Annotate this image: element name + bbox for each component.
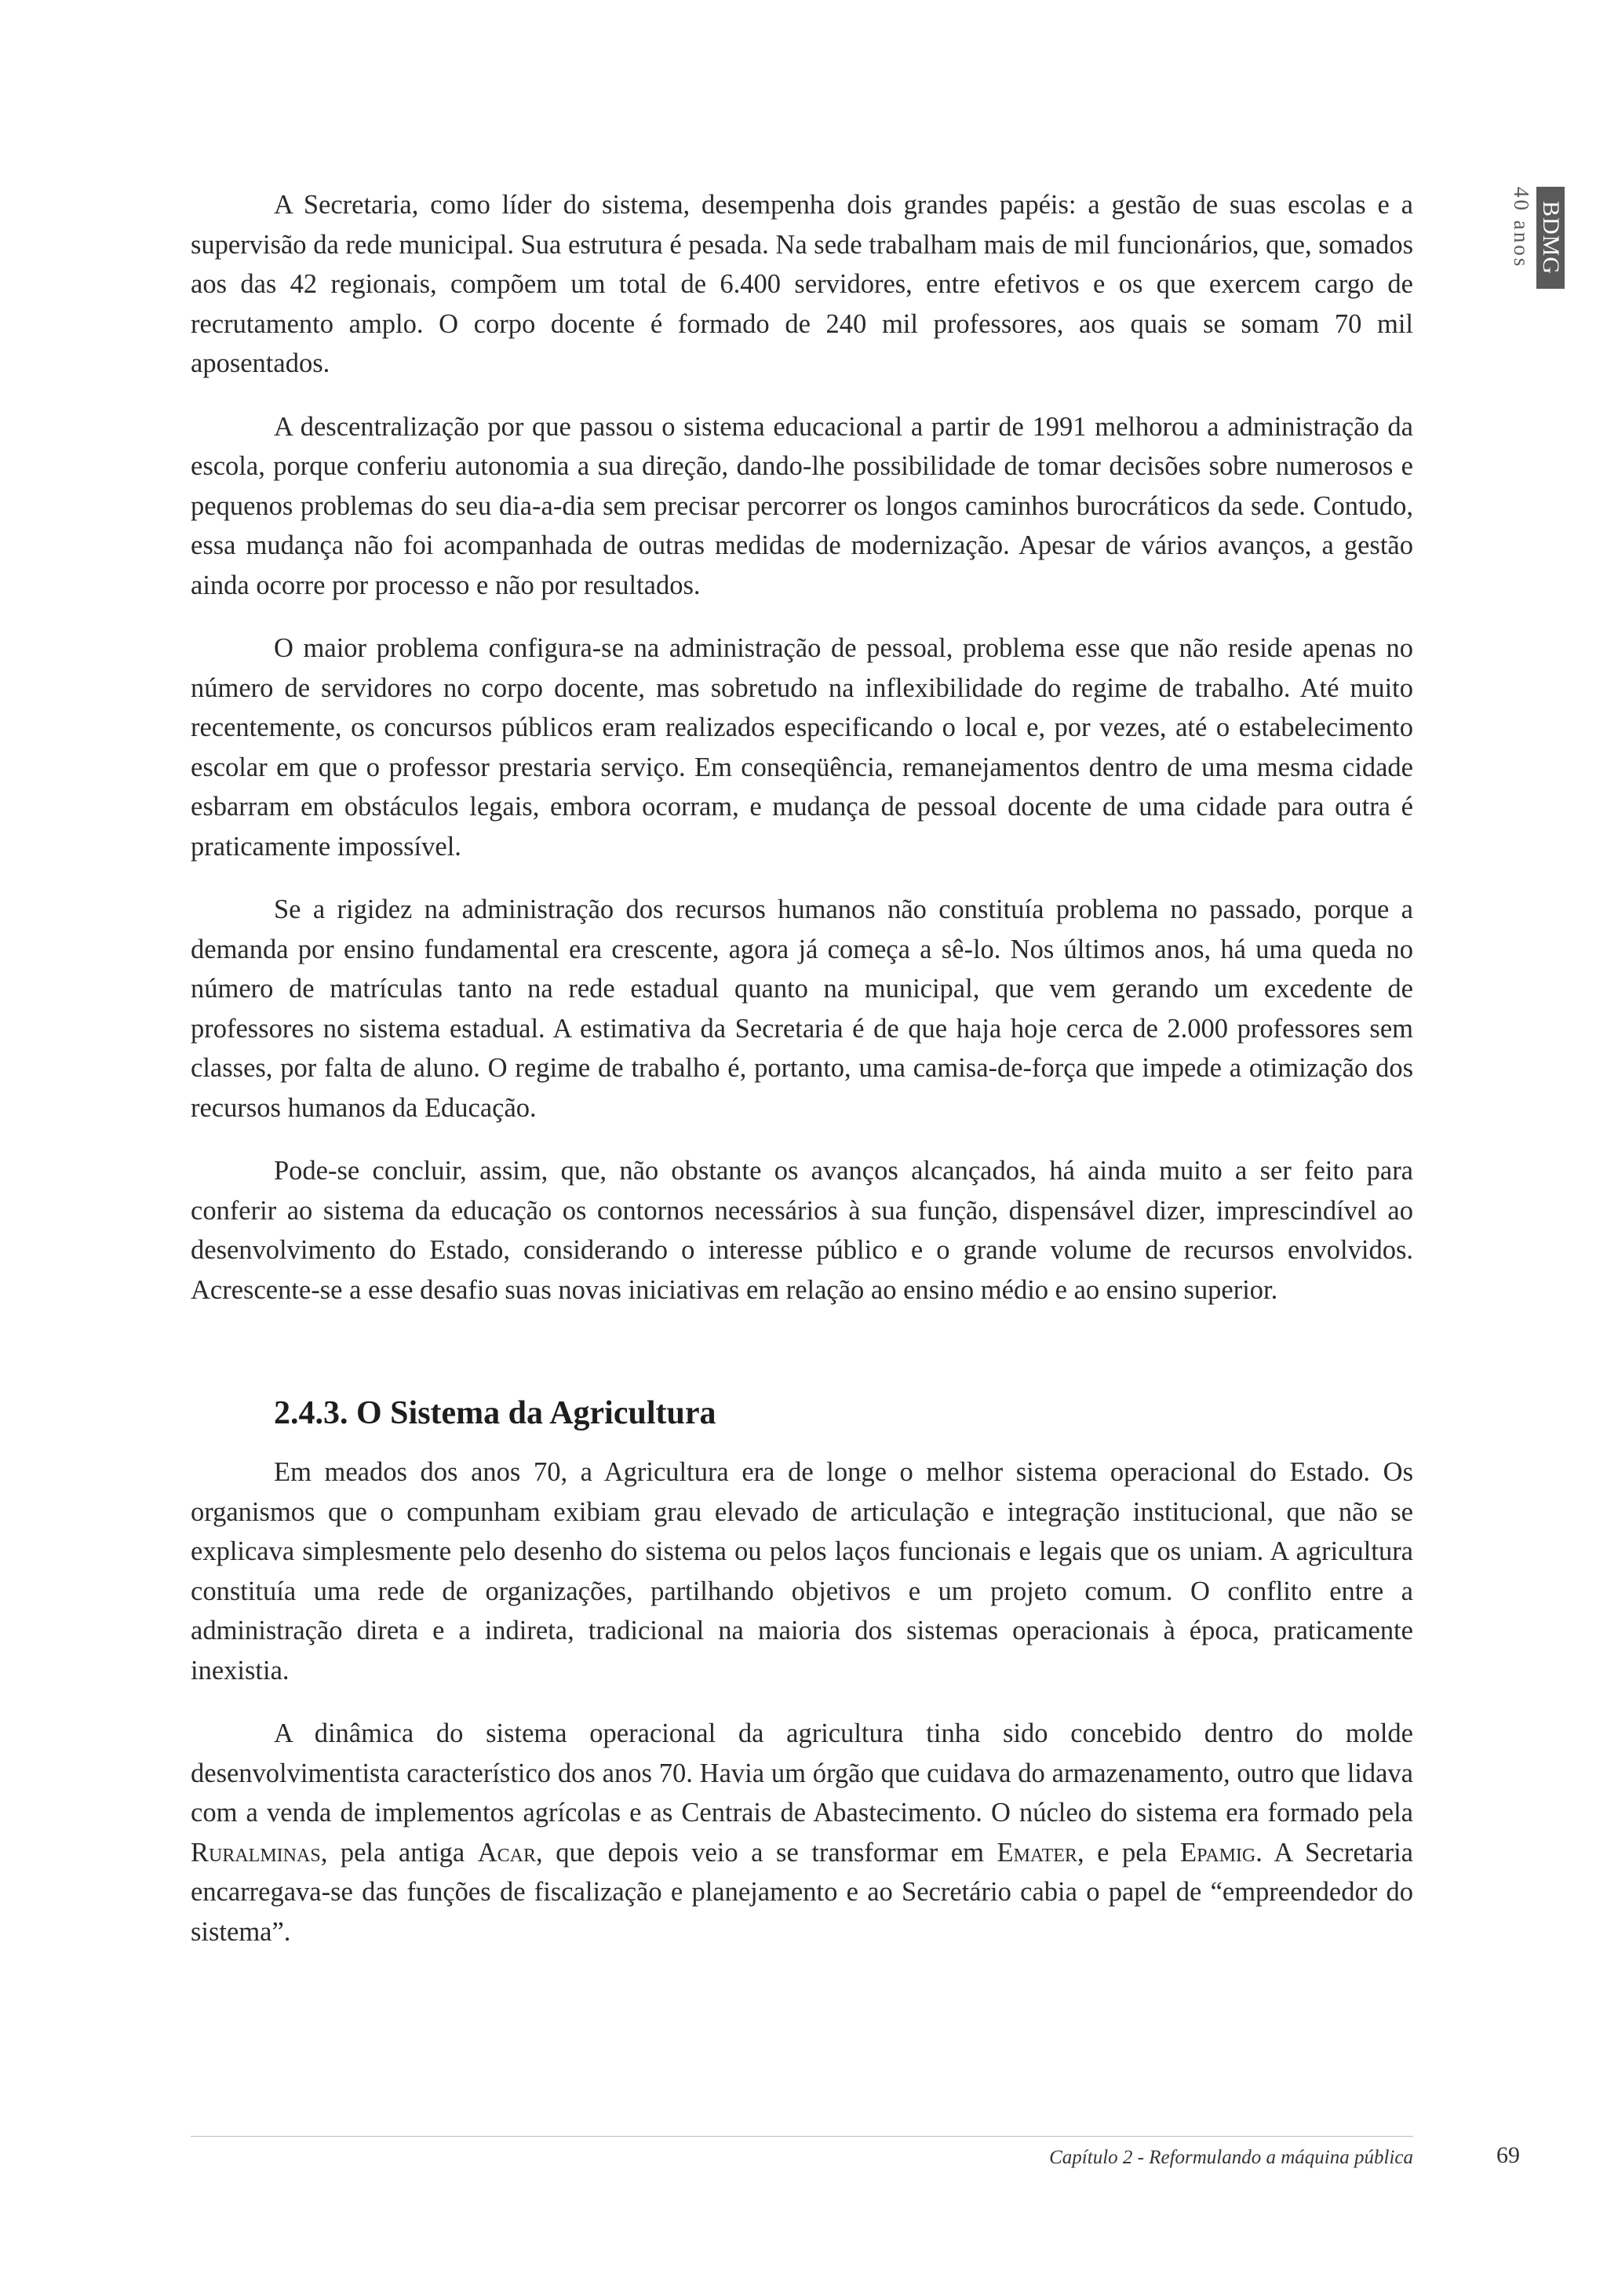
org-name-ruralminas: Ruralminas <box>191 1837 321 1868</box>
section-paragraph-2 <box>191 1714 1413 1952</box>
body-paragraph-1: A Secretaria, como líder do sistema, desempenha dois grandes papéis: a gestão de suas escolas e a supervisão da rede municipal. Sua estrutura é pesada. Na sede trabalham mais de mil funcionários, que, somados aos das 42 regionais, compõem um total de 6.400 servidores, entre efetivos e os que exercem cargo de recrutamento amplo. O corpo docente é formado de 240 mil professores, aos quais se somam 70 mil aposentados. <box>191 190 1413 378</box>
body-paragraph-3: O maior problema configura-se na administração de pessoal, problema esse que não reside apenas no número de servidores no corpo docente, mas sobretudo na inflexibilidade do regime de trabalho. Até muito recentemente, os concursos públicos eram realizados especificando o local e, por vezes, até o estabelecimento escolar em que o professor prestaria serviço. Em conseqüência, remanejamentos dentro de uma mesma cidade esbarram em obstáculos legais, embora ocorram, e mudança de pessoal docente de uma cidade para outra é praticamente impossível. <box>191 633 1413 862</box>
org-name-acar: Acar <box>477 1837 537 1868</box>
section-paragraph-2-part-4: , e pela <box>1077 1837 1181 1868</box>
section-paragraph-2-part-5: . A Secretaria encarregava-se das funções de fiscalização e planejamento e ao Secretário cabia o papel de “empreendedor do sistema”. <box>191 1837 1413 1947</box>
org-name-epamig: Epamig <box>1180 1837 1256 1868</box>
footer-divider <box>191 2136 1413 2137</box>
side-tab-brand: BDMG <box>1536 187 1565 289</box>
section-heading: 2.4.3. O Sistema da Agricultura <box>274 1395 716 1431</box>
section-paragraph-2-part-2: , pela antiga <box>320 1837 478 1868</box>
body-paragraph-2: A descentralização por que passou o sistema educacional a partir de 1991 melhorou a administração da escola, porque conferiu autonomia a sua direção, dando-lhe possibilidade de tomar decisões sobre numerosos e pequenos problemas do seu dia-a-dia sem precisar percorrer os longos caminhos burocráticos da sede. Contudo, essa mudança não foi acompanhada de outras medidas de modernização. Apesar de vários avanços, a gestão ainda ocorre por processo e não por resultados. <box>191 411 1413 600</box>
page-number: 69 <box>1496 2142 1520 2168</box>
section-paragraph-1: Em meados dos anos 70, a Agricultura era de longe o melhor sistema operacional do Estado. Os organismos que o compunham exibiam grau elevado de articulação e integração institucional, que não se explicava simplesmente pelo desenho do sistema ou pelos laços funcionais e legais que os uniam. A agricultura constituía uma rede de organizações, partilhando objetivos e um projeto comum. O conflito entre a administração direta e a indireta, tradicional na maioria dos sistemas operacionais à época, praticamente inexistia. <box>191 1457 1413 1686</box>
section-paragraph-2-part-3: , que depois veio a se transformar em <box>536 1837 997 1868</box>
org-name-emater: Emater <box>997 1837 1077 1868</box>
footer-chapter-title: Capítulo 2 - Reformulando a máquina pública <box>1049 2147 1413 2168</box>
side-tab-years: 40 anos <box>1510 187 1533 269</box>
section-paragraph-2-part-1: A dinâmica do sistema operacional da agricultura tinha sido concebido dentro do molde desenvolvimentista característico dos anos 70. Havia um órgão que cuidava do armazenamento, outro que lidava com a venda de implementos agrícolas e as Centrais de Abastecimento. O núcleo do sistema era formado pela <box>191 1718 1413 1828</box>
side-tab <box>1508 187 1568 290</box>
body-paragraph-4: Se a rigidez na administração dos recursos humanos não constituía problema no passado, porque a demanda por ensino fundamental era crescente, agora já começa a sê-lo. Nos últimos anos, há uma queda no número de matrículas tanto na rede estadual quanto na municipal, que vem gerando um excedente de professores no sistema estadual. A estimativa da Secretaria é de que haja hoje cerca de 2.000 professores sem classes, por falta de aluno. O regime de trabalho é, portanto, uma camisa-de-força que impede a otimização dos recursos humanos da Educação. <box>191 895 1413 1123</box>
text-column <box>191 185 1413 1952</box>
body-paragraph-5: Pode-se concluir, assim, que, não obstante os avanços alcançados, há ainda muito a ser feito para conferir ao sistema da educação os contornos necessários à sua função, dispensável dizer, imprescindível ao desenvolvimento do Estado, considerando o interesse público e o grande volume de recursos envolvidos. Acrescente-se a esse desafio suas novas iniciativas em relação ao ensino médio e ao ensino superior. <box>191 1156 1413 1305</box>
